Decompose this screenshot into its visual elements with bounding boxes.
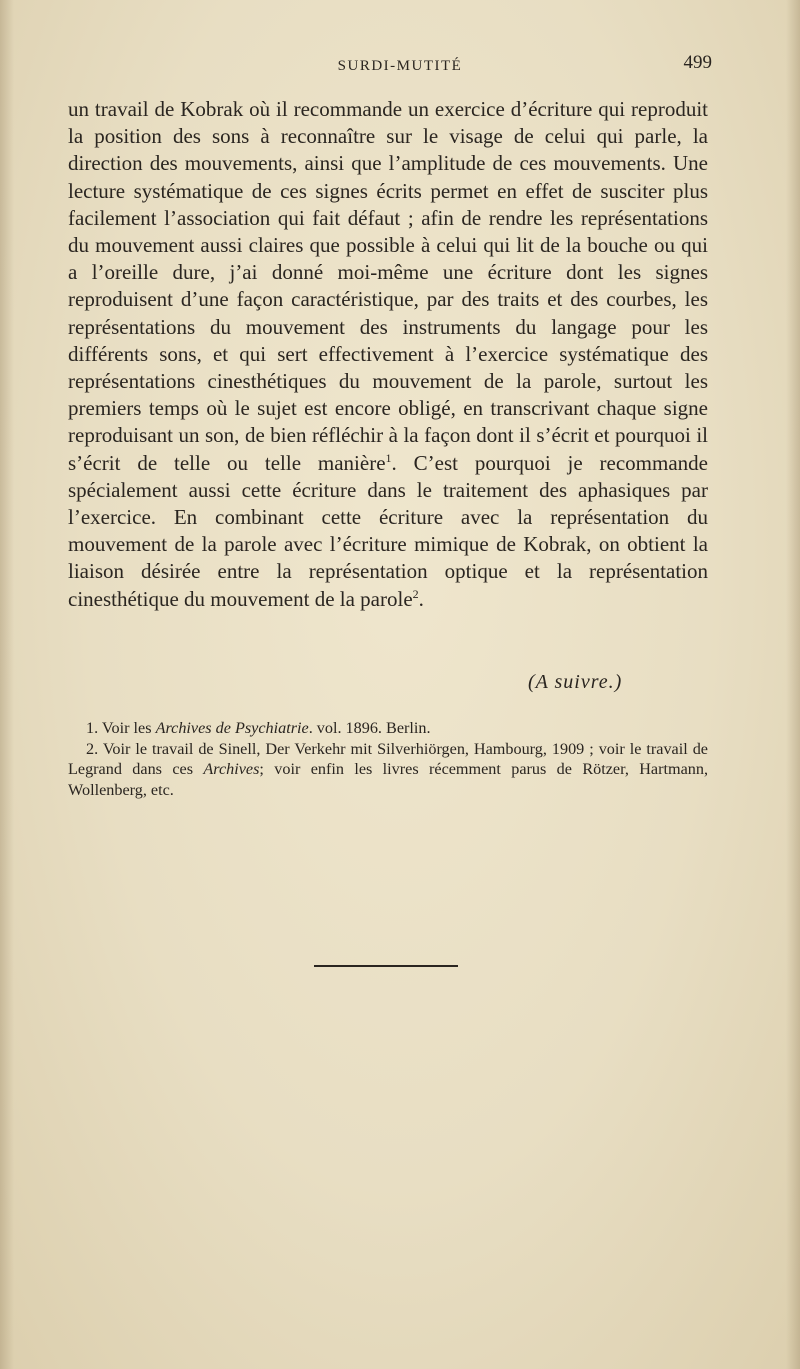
paragraph-text-middle: . C’est pourquoi je recommande spécialement aussi cette écriture dans le traitement des aphasiques par l’exercice. En combinant cette écriture avec la représentation du mouvement de la parole avec l’écriture mimique de Kobrak, on obtient la liaison désirée entre la représentation optique et la représentation cinesthétique du mouvement de la parole [68,450,708,611]
footnote-reference-2: 2 [412,586,419,601]
footnote-reference-1: 1 [385,450,392,465]
footnote-1 [68,718,708,739]
paragraph-text-end: . [418,586,424,611]
footnote-2-prefix: 2. Voir le travail de Sinell, Der Verkehr mit Silverhiörgen, Hambourg, 1909 ; voir le travail de Legrand dans ces [68,739,708,778]
footnote-1-title: Archives de Psychiatrie [155,719,309,737]
footnotes [68,718,708,800]
footnote-1-prefix: 1. Voir les [86,719,156,737]
end-of-article-rule [314,965,458,967]
footnote-2-title: Archives [203,760,260,778]
main-paragraph [68,96,708,613]
footnote-1-rest: . vol. 1896. Berlin. [308,719,431,737]
running-title: SURDI-MUTITÉ [337,58,463,74]
to-be-continued: (A suivre.) [528,671,623,693]
footnote-2-rest: ; voir enfin les livres récemment parus de Rötzer, Hartmann, Wollenberg, etc. [68,760,708,799]
page-edge-shadow-left [0,0,14,1369]
footnote-2 [68,739,708,801]
paragraph-text-main: un travail de Kobrak où il recommande un exercice d’écriture qui reproduit la position des sons à reconnaître sur le visage de celui qui parle, la direction des mouvements, ainsi que l’amplitude de ces mouvements. Une lecture systématique de ces signes écrits permet en effet de susciter plus facilement l’association qui fait défaut ; afin de rendre les représentations du mouvement aussi claires que possible à celui qui lit de la bouche ou qui a l’oreille dure, j’ai donné moi-même une écriture dont les signes reproduisent d’une façon caractéristique, par des traits et des courbes, les représentations du mouvement des instruments du langage pour les différents sons, et qui sert effectivement à l’exercice systématique des représentations cinesthétiques du mouvement de la parole, surtout les premiers temps où le sujet est encore obligé, en transcrivant chaque signe reproduisant un son, de bien réfléchir à la façon dont il s’écrit et pourquoi il s’écrit de telle ou telle manière [68,97,708,475]
page-number: 499 [683,52,712,73]
page-edge-shadow-right [786,0,800,1369]
paragraph [68,96,708,613]
